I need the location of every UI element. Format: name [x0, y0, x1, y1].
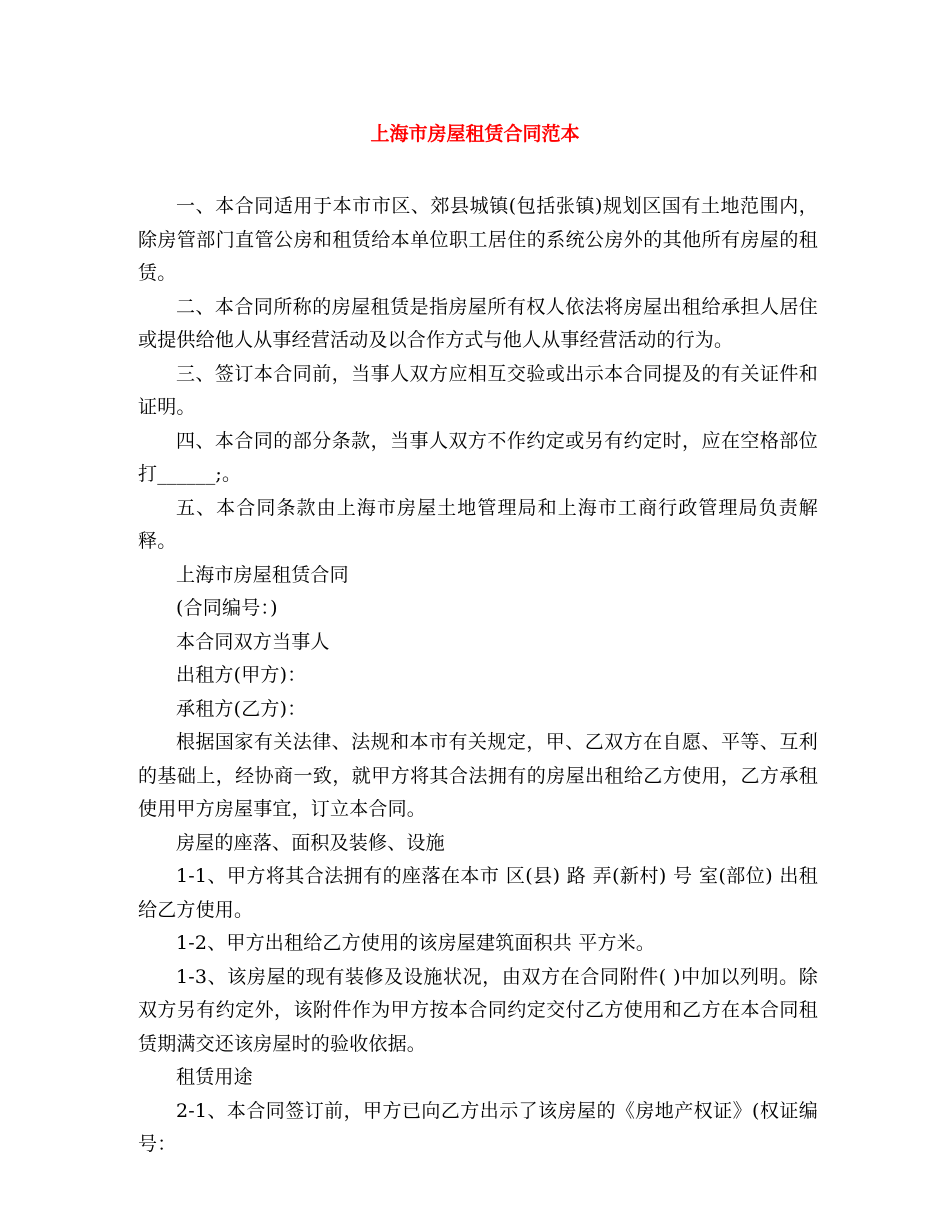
parties-heading: 本合同双方当事人 [176, 630, 330, 653]
clause-3: 三、签订本合同前，当事人双方应相互交验或出示本合同提及的有关证件和证明。 [138, 362, 818, 418]
clause-1-2: 1-2、甲方出租给乙方使用的该房屋建筑面积共 平方米。 [176, 932, 656, 954]
section-heading-premises: 房屋的座落、面积及装修、设施 [176, 831, 445, 854]
clause-2: 二、本合同所称的房屋租赁是指房屋所有权人依法将房屋出租给承担人居住或提供给他人从事经营活动及以合作方式与他人从事经营活动的行为。 [138, 295, 818, 351]
clause-4: 四、本合同的部分条款，当事人双方不作约定或另有约定时，应在空格部位打______;。 [138, 429, 818, 485]
clause-1-3: 1-3、该房屋的现有装修及设施状况，由双方在合同附件( )中加以列明。除双方另有约定外，该附件作为甲方按本合同约定交付乙方使用和乙方在本合同租赁期满交还该房屋时的验收依据。 [138, 965, 818, 1055]
clause-5: 五、本合同条款由上海市房屋土地管理局和上海市工商行政管理局负责解释。 [138, 496, 818, 552]
clause-1-1: 1-1、甲方将其合法拥有的座落在本市 区(县) 路 弄(新村) 号 室(部位) 出租给乙方使用。 [138, 865, 818, 921]
lessor-field: 出租方(甲方)： [176, 664, 307, 686]
contract-number: (合同编号：) [176, 597, 278, 619]
preamble: 根据国家有关法律、法规和本市有关规定，甲、乙双方在自愿、平等、互利的基础上，经协商一致，就甲方将其合法拥有的房屋出租给乙方使用，乙方承租使用甲方房屋事宜，订立本合同。 [138, 731, 818, 820]
document-body [138, 190, 818, 1162]
lessee-field: 承租方(乙方)： [176, 697, 307, 720]
document-title: 上海市房屋租赁合同范本 [370, 123, 580, 145]
contract-heading: 上海市房屋租赁合同 [176, 563, 349, 586]
clause-1: 一、本合同适用于本市市区、郊县城镇(包括张镇)规划区国有土地范围内，除房管部门直管公房和租赁给本单位职工居住的系统公房外的其他所有房屋的租赁。 [138, 195, 818, 284]
section-heading-use: 租赁用途 [176, 1066, 253, 1088]
clause-2-1: 2-1、本合同签订前，甲方已向乙方出示了该房屋的《房地产权证》(权证编号： [138, 1099, 818, 1155]
